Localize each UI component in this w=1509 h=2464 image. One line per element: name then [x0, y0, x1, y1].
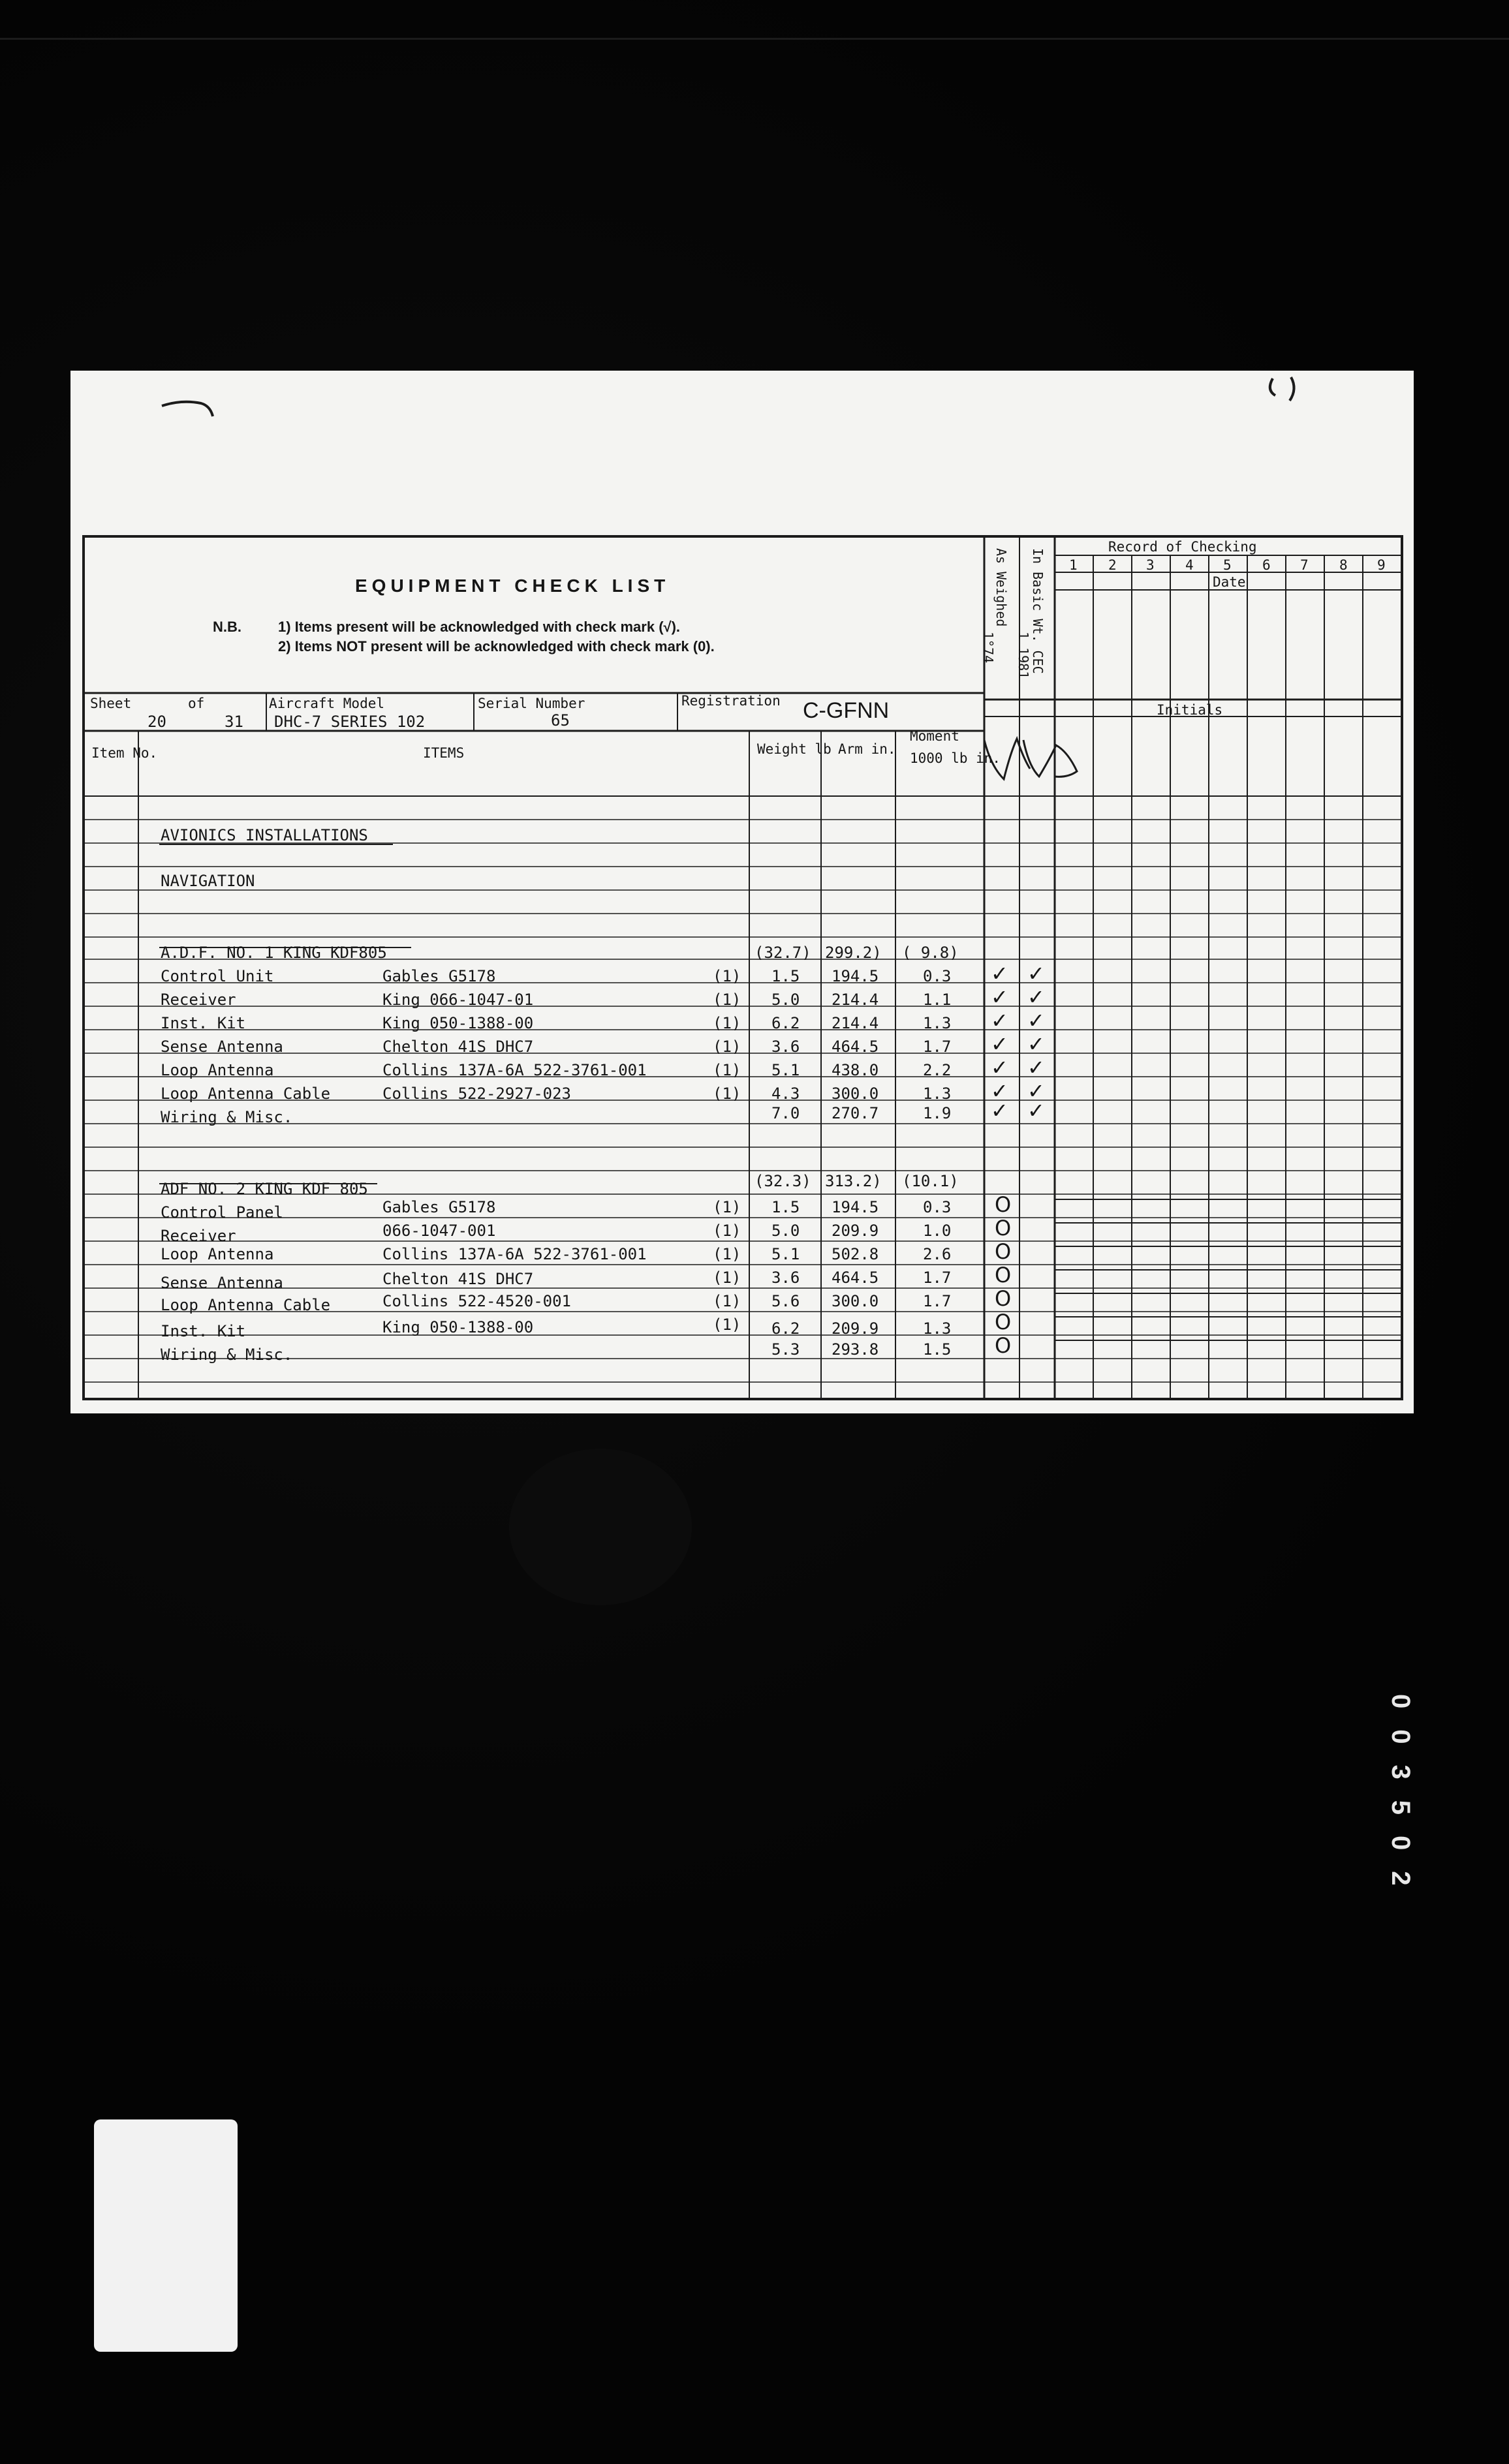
row-qty: (1) [713, 1061, 741, 1079]
row-part: Chelton 41S DHC7 [382, 1038, 534, 1056]
row-weight: 3.6 [771, 1269, 800, 1287]
check-col-1: 1 [1069, 557, 1078, 573]
record-of-checking-label: Record of Checking [1108, 539, 1257, 555]
section-avionics: AVIONICS INSTALLATIONS [161, 826, 368, 844]
row-part: Collins 522-2927-023 [382, 1085, 571, 1103]
row-arm: 194.5 [832, 967, 879, 985]
check-mark-icon: ✓ [1027, 1032, 1045, 1056]
absent-mark-icon: O [995, 1216, 1012, 1240]
row-item: Wiring & Misc. [161, 1108, 293, 1126]
row-arm: 194.5 [832, 1198, 879, 1216]
row-qty: (1) [713, 1245, 741, 1263]
weight-label: Weight lb [757, 741, 832, 757]
row-moment: 0.3 [923, 967, 952, 985]
check-col-7: 7 [1300, 557, 1309, 573]
row-arm: 214.4 [832, 1014, 879, 1032]
check-mark-icon: ✓ [991, 1032, 1008, 1056]
row-moment: 2.6 [923, 1245, 952, 1263]
absent-mark-icon: O [995, 1263, 1012, 1287]
row-arm: 300.0 [832, 1292, 879, 1310]
row-item: Sense Antenna [161, 1038, 283, 1056]
film-edge [0, 38, 1509, 40]
row-moment: 1.9 [923, 1104, 952, 1122]
row-part: Chelton 41S DHC7 [382, 1270, 534, 1288]
row-part: Gables G5178 [382, 967, 496, 985]
row-part: King 050-1388-00 [382, 1014, 534, 1032]
row-qty: (1) [713, 1038, 741, 1056]
row-weight: 1.5 [771, 1198, 800, 1216]
row-arm: 293.8 [832, 1340, 879, 1359]
row-part: King 066-1047-01 [382, 991, 534, 1009]
row-item: Loop Antenna [161, 1061, 274, 1079]
row-weight: 7.0 [771, 1104, 800, 1122]
adf1-title: A.D.F. NO. 1 KING KDF805 [161, 944, 387, 962]
section-navigation: NAVIGATION [161, 872, 255, 890]
row-moment: 1.1 [923, 991, 952, 1009]
row-item: Receiver [161, 991, 236, 1009]
row-weight: 6.2 [771, 1014, 800, 1032]
serial-number: 65 [551, 711, 570, 730]
row-arm: 270.7 [832, 1104, 879, 1122]
check-col-4: 4 [1185, 557, 1194, 573]
row-moment: 1.0 [923, 1222, 952, 1240]
pencil-mark-top-right [1270, 377, 1294, 401]
adf2-moment: (10.1) [902, 1172, 959, 1190]
moment-unit: 1000 lb in. [910, 750, 1001, 766]
row-item: Receiver [161, 1227, 236, 1245]
film-smudge [509, 1449, 692, 1605]
row-item: Loop Antenna [161, 1245, 274, 1263]
adf2-title: ADF NO. 2 KING KDF 805 [161, 1180, 368, 1198]
row-arm: 214.4 [832, 991, 879, 1009]
of-label: of [188, 696, 205, 711]
note-2: 2) Items NOT present will be acknowledged with check mark (0). [278, 638, 715, 654]
row-weight: 5.0 [771, 991, 800, 1009]
check-mark-icon: ✓ [1027, 1008, 1045, 1033]
row-item: Control Unit [161, 967, 274, 985]
row-moment: 0.3 [923, 1198, 952, 1216]
row-qty: (1) [713, 1292, 741, 1310]
check-mark-icon: ✓ [1027, 1079, 1045, 1103]
check-mark-icon: ✓ [1027, 985, 1045, 1009]
registration-label: Registration [681, 693, 781, 709]
row-moment: 1.3 [923, 1085, 952, 1103]
row-arm: 502.8 [832, 1245, 879, 1263]
registration-value: C-GFNN [803, 698, 890, 723]
adf1-weight: (32.7) [754, 944, 811, 962]
check-mark-icon: ✓ [991, 985, 1008, 1009]
item-no-label: Item No. [91, 745, 158, 761]
row-item: Loop Antenna Cable [161, 1296, 331, 1314]
sheet-label: Sheet [90, 696, 132, 711]
row-part: Collins 137A-6A 522-3761-001 [382, 1061, 647, 1079]
row-weight: 1.5 [771, 967, 800, 985]
check-col-8: 8 [1339, 557, 1348, 573]
sheet-total: 31 [225, 713, 243, 731]
row-moment: 1.7 [923, 1038, 952, 1056]
serial-number-label: Serial Number [478, 696, 585, 711]
adf2-arm: 313.2) [825, 1172, 882, 1190]
row-moment: 1.7 [923, 1292, 952, 1310]
row-item: Control Panel [161, 1203, 283, 1222]
items-label: ITEMS [423, 745, 465, 761]
basic-wt-label: In Basic Wt. CEC [1030, 548, 1046, 674]
date-label: Date [1213, 574, 1246, 590]
adf1-arm: 299.2) [825, 944, 882, 962]
film-frame-number: 003502 [1386, 1694, 1415, 1907]
row-weight: 5.3 [771, 1340, 800, 1359]
row-qty: (1) [713, 991, 741, 1009]
row-qty: (1) [713, 1269, 741, 1287]
check-col-2: 2 [1108, 557, 1117, 573]
aircraft-model-label: Aircraft Model [269, 696, 385, 711]
as-weighed-label: As Weighed [993, 548, 1009, 627]
check-mark-icon: ✓ [1027, 1098, 1045, 1123]
row-moment: 1.7 [923, 1269, 952, 1287]
check-mark-icon: ✓ [991, 1079, 1008, 1103]
nb-label: N.B. [213, 619, 241, 635]
note-1: 1) Items present will be acknowledged with check mark (√). [278, 619, 681, 635]
row-arm: 209.9 [832, 1319, 879, 1338]
row-moment: 1.5 [923, 1340, 952, 1359]
as-weighed-value: 1°74 [980, 632, 996, 664]
row-part: Collins 137A-6A 522-3761-001 [382, 1245, 647, 1263]
row-qty: (1) [713, 1316, 741, 1334]
check-mark-icon: ✓ [991, 961, 1008, 986]
row-part: Gables G5178 [382, 1198, 496, 1216]
row-arm: 464.5 [832, 1269, 879, 1287]
absent-mark-icon: O [995, 1310, 1012, 1334]
row-item: Wiring & Misc. [161, 1346, 293, 1364]
initials-scribble-2 [1023, 740, 1077, 777]
absent-mark-icon: O [995, 1286, 1012, 1311]
check-col-6: 6 [1262, 557, 1271, 573]
film-leader-block [94, 2119, 238, 2352]
row-moment: 1.3 [923, 1014, 952, 1032]
check-mark-icon: ✓ [991, 1008, 1008, 1033]
moment-label: Moment [910, 728, 959, 744]
row-part: 066-1047-001 [382, 1222, 496, 1240]
initials-label: Initials [1157, 702, 1223, 718]
row-arm: 300.0 [832, 1085, 879, 1103]
row-item: Inst. Kit [161, 1014, 246, 1032]
row-part: Collins 522-4520-001 [382, 1292, 571, 1310]
row-weight: 5.0 [771, 1222, 800, 1240]
form-title: EQUIPMENT CHECK LIST [355, 576, 670, 596]
absent-mark-icon: O [995, 1239, 1012, 1264]
row-item: Loop Antenna Cable [161, 1085, 331, 1103]
aircraft-model: DHC-7 SERIES 102 [274, 713, 426, 731]
row-item: Inst. Kit [161, 1322, 246, 1340]
row-moment: 2.2 [923, 1061, 952, 1079]
check-mark-icon: ✓ [1027, 961, 1045, 986]
row-weight: 6.2 [771, 1319, 800, 1338]
adf1-moment: ( 9.8) [902, 944, 959, 962]
absent-mark-icon: O [995, 1192, 1012, 1217]
equipment-check-list-card [70, 371, 1414, 1413]
row-moment: 1.3 [923, 1319, 952, 1338]
row-qty: (1) [713, 1222, 741, 1240]
check-mark-icon: ✓ [1027, 1055, 1045, 1080]
basic-wt-value: 1 1981 [1016, 632, 1031, 679]
row-weight: 5.6 [771, 1292, 800, 1310]
check-col-5: 5 [1223, 557, 1232, 573]
row-item: Sense Antenna [161, 1274, 283, 1292]
check-mark-icon: ✓ [991, 1055, 1008, 1080]
row-qty: (1) [713, 1014, 741, 1032]
check-col-3: 3 [1146, 557, 1155, 573]
row-qty: (1) [713, 967, 741, 985]
row-part: King 050-1388-00 [382, 1318, 534, 1336]
row-arm: 209.9 [832, 1222, 879, 1240]
adf2-weight: (32.3) [754, 1172, 811, 1190]
pencil-mark-top-left [162, 402, 213, 416]
row-qty: (1) [713, 1085, 741, 1103]
check-mark-icon: ✓ [991, 1098, 1008, 1123]
row-weight: 5.1 [771, 1245, 800, 1263]
row-weight: 4.3 [771, 1085, 800, 1103]
arm-label: Arm in. [838, 741, 896, 757]
row-weight: 3.6 [771, 1038, 800, 1056]
absent-mark-icon: O [995, 1333, 1012, 1358]
sheet-number: 20 [148, 713, 166, 731]
row-qty: (1) [713, 1198, 741, 1216]
row-weight: 5.1 [771, 1061, 800, 1079]
row-arm: 464.5 [832, 1038, 879, 1056]
check-col-9: 9 [1377, 557, 1386, 573]
row-arm: 438.0 [832, 1061, 879, 1079]
